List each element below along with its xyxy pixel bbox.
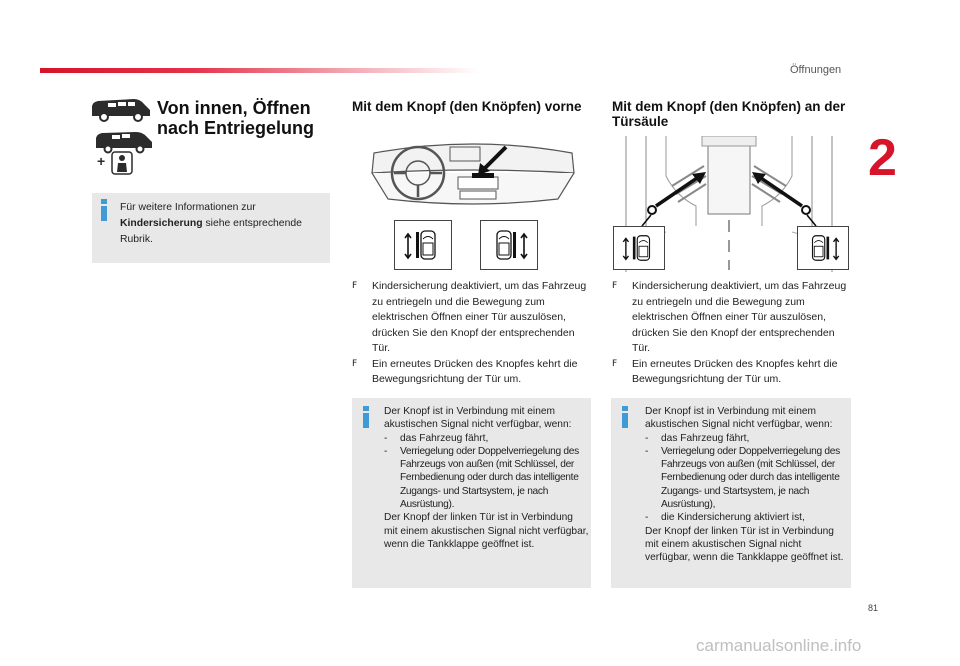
front-button-right[interactable] (480, 220, 538, 270)
heading-pillar-buttons: Mit dem Knopf (den Knöpfen) an der Türsäule (612, 99, 846, 129)
info-box-front (352, 398, 591, 588)
header-accent-bar (40, 68, 480, 73)
info-icon (100, 199, 108, 221)
sliding-door-left-icon (614, 227, 664, 269)
instructions-pillar (612, 279, 852, 388)
svg-text:+: + (97, 153, 106, 169)
front-button-left[interactable] (394, 220, 452, 270)
list-item: F Ein erneutes Drücken des Knopfes kehrt die Bewegungsrichtung der Tür um. (352, 357, 592, 388)
list-item: - Verriegelung oder Doppelverriegelung des Fahrzeugs von außen (mit Schlüssel, der Fernbedienung oder durch das intelligente Zugangs- und Startsystem, je nach Ausrüstung). (384, 445, 579, 511)
info-outro: Der Knopf der linken Tür ist in Verbindung mit einem akustischen Signal nicht verfügbar, wenn die Tankklappe geöffnet ist. (384, 512, 589, 550)
watermark: carmanualsonline.info (696, 636, 862, 655)
instructions-front (352, 279, 592, 388)
info-outro: Der Knopf der linken Tür ist in Verbindung mit einem akustischen Signal nicht verfügbar, wenn die Tankklappe geöffnet ist. (645, 525, 844, 564)
bullet-icon: F (612, 358, 618, 369)
van-child-lock-icon (92, 130, 154, 176)
info-text (120, 200, 326, 248)
pillar-button-right[interactable] (797, 226, 849, 270)
info-icon (621, 406, 629, 428)
list-item: - Verriegelung oder Doppelverriegelung des Fahrzeugs von außen (mit Schlüssel, der Fernbedienung oder durch das intelligente Zugangs- und Startsystem, je nach Ausrüstung), (645, 445, 840, 511)
info-icon (362, 406, 370, 428)
list-item: - das Fahrzeug fährt, (645, 432, 750, 444)
info-box-left (92, 193, 330, 263)
pillar-button-left[interactable] (613, 226, 665, 270)
sliding-door-right-icon (798, 227, 848, 269)
info-prefix: Für weitere Informationen zur (120, 202, 256, 213)
info-box-pillar (611, 398, 851, 588)
heading-front-buttons: Mit dem Knopf (den Knöpfen) vorne (352, 99, 582, 114)
info-text (384, 405, 589, 551)
sliding-door-left-icon (395, 221, 451, 269)
bullet-icon: F (352, 358, 358, 369)
dashboard-illustration (368, 133, 578, 215)
chapter-number: 2 (868, 129, 897, 187)
sliding-door-right-icon (481, 221, 537, 269)
list-item: - das Fahrzeug fährt, (384, 432, 489, 444)
section-title: Öffnungen (790, 64, 842, 76)
list-item: F Ein erneutes Drücken des Knopfes kehrt die Bewegungsrichtung der Tür um. (612, 357, 852, 388)
page-number: 81 (868, 603, 879, 613)
bullet-icon: F (612, 281, 618, 291)
van-icon (90, 96, 152, 122)
info-bold: Kindersicherung (120, 218, 203, 229)
info-suffix: siehe entsprechende Rubrik. (120, 218, 302, 245)
info-intro: Der Knopf ist in Verbindung mit einem akustischen Signal nicht verfügbar, wenn: (384, 406, 572, 431)
info-intro: Der Knopf ist in Verbindung mit einem akustischen Signal nicht verfügbar, wenn: (645, 406, 833, 431)
info-text (645, 405, 849, 565)
bullet-icon: F (352, 281, 358, 291)
page-title: Von innen, Öffnen nach Entriegelung (157, 98, 315, 138)
list-item: - die Kindersicherung aktiviert ist, (645, 512, 805, 524)
list-item: F Kindersicherung deaktiviert, um das Fahrzeug zu entriegeln und die Bewegung zum elektrischen Öffnen einer Tür auszulösen, drücken Sie den Knopf der entsprechenden Tür. (612, 279, 852, 357)
list-item: F Kindersicherung deaktiviert, um das Fahrzeug zu entriegeln und die Bewegung zum elektrischen Öffnen einer Tür auszulösen, drücken Sie den Knopf der entsprechenden Tür. (352, 279, 592, 357)
